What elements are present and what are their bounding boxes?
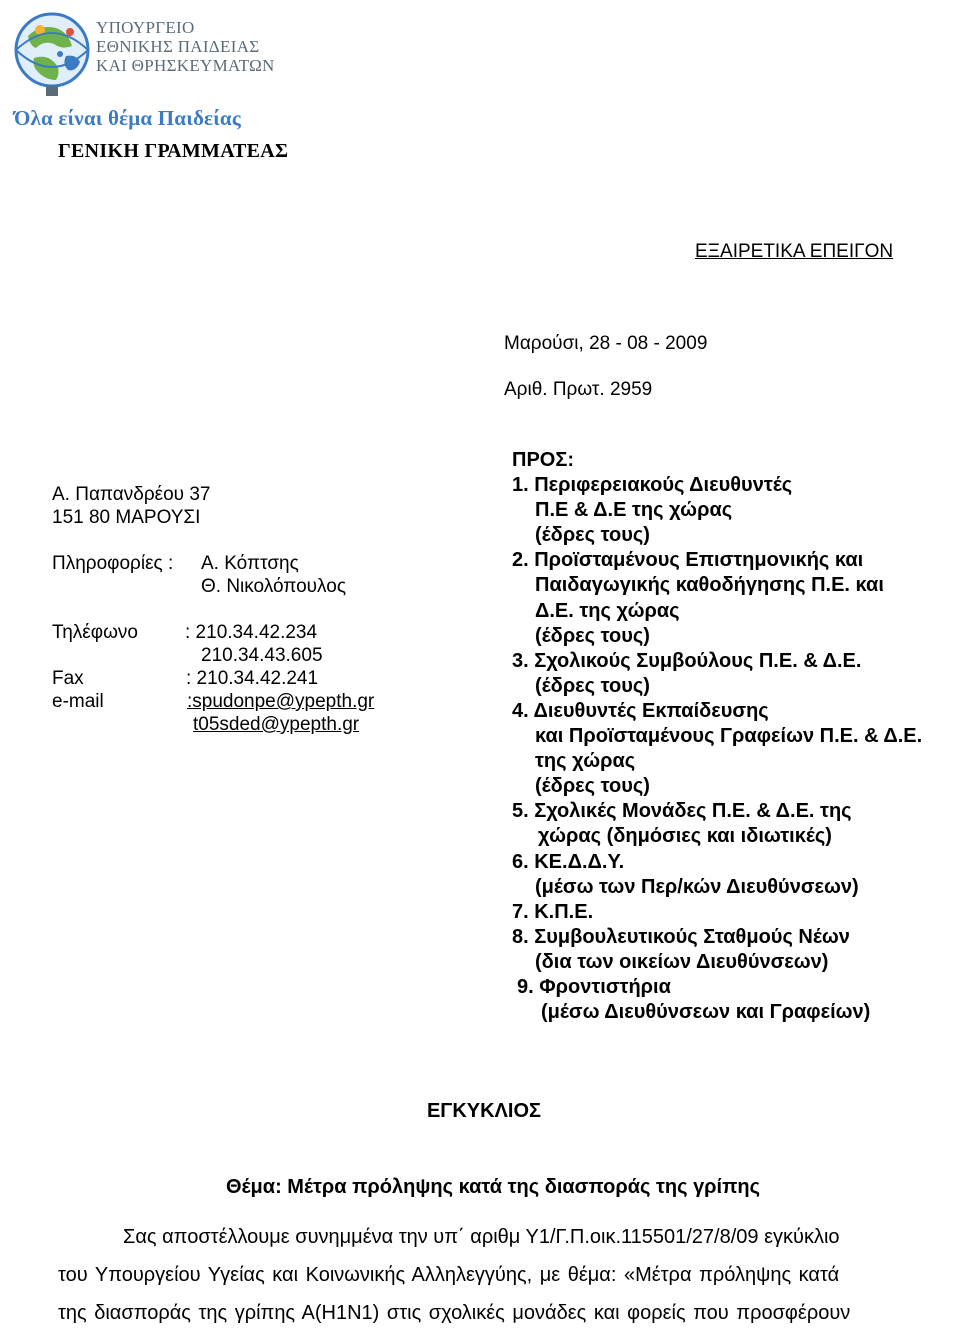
ministry-line: ΥΠΟΥΡΓΕΙΟ — [96, 18, 195, 37]
recipient-line: χώρας (δημόσιες και ιδιωτικές) — [538, 825, 832, 848]
info-label: Πληροφορίες : — [52, 553, 174, 574]
protocol-number: Αριθ. Πρωτ. 2959 — [504, 379, 653, 400]
subject-line: Θέμα: Μέτρα πρόληψης κατά της διασποράς της γρίπης — [225, 1176, 761, 1198]
email-link[interactable]: :spudonpe@ypepth.gr — [187, 691, 375, 712]
info-name: Θ. Νικολόπουλος — [201, 576, 346, 597]
recipients-label: ΠΡΟΣ: — [512, 449, 575, 471]
recipient-line: (μέσω Διευθύνσεων και Γραφείων) — [541, 1001, 871, 1024]
email-link[interactable]: t05sded@ypepth.gr — [193, 714, 360, 735]
recipient-line: Π.Ε & Δ.Ε της χώρας — [535, 499, 733, 522]
date-line: Μαρούσι, 28 - 08 - 2009 — [504, 333, 708, 354]
recipient-line: 9. Φροντιστήρια — [517, 975, 671, 998]
recipient-line: 6. ΚΕ.Δ.Δ.Υ. — [512, 850, 625, 873]
recipient-line: (δια των οικείων Διευθύνσεων) — [535, 950, 829, 973]
body-line: του Υπουργείου Υγείας και Κοινωνικής Αλληλεγγύης, με θέμα: «Μέτρα πρόληψης κατά — [58, 1264, 840, 1286]
recipient-line: (έδρες τους) — [535, 775, 650, 798]
phone-number: : 210.34.42.234 — [185, 622, 318, 643]
urgency-label: ΕΞΑΙΡΕΤΙΚΑ ΕΠΕΙΓΟΝ — [695, 241, 894, 262]
recipient-line: (έδρες τους) — [535, 624, 650, 647]
info-name: Α. Κόπτσης — [201, 553, 299, 574]
recipient-line: (μέσω των Περ/κών Διευθύνσεων) — [535, 875, 859, 898]
globe-emblem-icon — [10, 6, 96, 98]
recipient-line: Δ.Ε. της χώρας — [535, 599, 680, 622]
recipient-line: 3. Σχολικούς Συμβούλους Π.Ε. & Δ.Ε. — [512, 649, 862, 672]
recipient-line: 7. Κ.Π.Ε. — [512, 900, 594, 923]
recipient-line: 8. Συμβουλευτικούς Σταθμούς Νέων — [512, 925, 850, 948]
body-line: Σας αποστέλλουμε συνημμένα την υπ΄ αριθμ Υ1/Γ.Π.οικ.115501/27/8/09 εγκύκλιο — [123, 1226, 840, 1248]
recipient-line: Παιδαγωγικής καθοδήγησης Π.Ε. και — [535, 574, 884, 597]
recipient-line: 1. Περιφερειακούς Διευθυντές — [512, 474, 793, 497]
recipient-line: 2. Προϊσταμένους Επιστημονικής και — [512, 549, 864, 572]
phone-number: 210.34.43.605 — [201, 645, 323, 666]
circular-heading: ΕΓΚΥΚΛΙΟΣ — [426, 1100, 542, 1122]
sender-street: Α. Παπανδρέου 37 — [52, 484, 211, 505]
motto: Όλα είναι θέμα Παιδείας — [14, 106, 241, 130]
recipient-line: 4. Διευθυντές Εκπαίδευσης — [512, 699, 769, 722]
recipient-line: (έδρες τους) — [535, 524, 650, 547]
sender-postcode: 151 80 ΜΑΡΟΥΣΙ — [52, 507, 201, 528]
body-line: της διασποράς της γρίπης Α(Η1Ν1) στις σχολικές μονάδες και φορείς που προσφέρουν — [58, 1302, 851, 1324]
recipient-line: της χώρας — [535, 750, 636, 773]
ministry-name — [96, 18, 275, 75]
recipient-line: και Προϊσταμένους Γραφείων Π.Ε. & Δ.Ε. — [535, 725, 923, 748]
fax-number: : 210.34.42.241 — [186, 668, 319, 689]
ministry-line: ΚΑΙ ΘΡΗΣΚΕΥΜΑΤΩΝ — [96, 56, 275, 75]
email-label: e-mail — [52, 691, 104, 712]
fax-label: Fax — [52, 668, 84, 689]
recipient-line: (έδρες τους) — [535, 674, 650, 697]
phone-label: Τηλέφωνο — [52, 622, 138, 643]
ministry-line: ΕΘΝΙΚΗΣ ΠΑΙΔΕΙΑΣ — [96, 37, 260, 56]
general-secretariat: ΓΕΝΙΚΗ ΓΡΑΜΜΑΤΕΑΣ — [58, 140, 289, 162]
recipients-block — [512, 448, 922, 1025]
recipient-line: 5. Σχολικές Μονάδες Π.Ε. & Δ.Ε. της — [512, 800, 852, 823]
